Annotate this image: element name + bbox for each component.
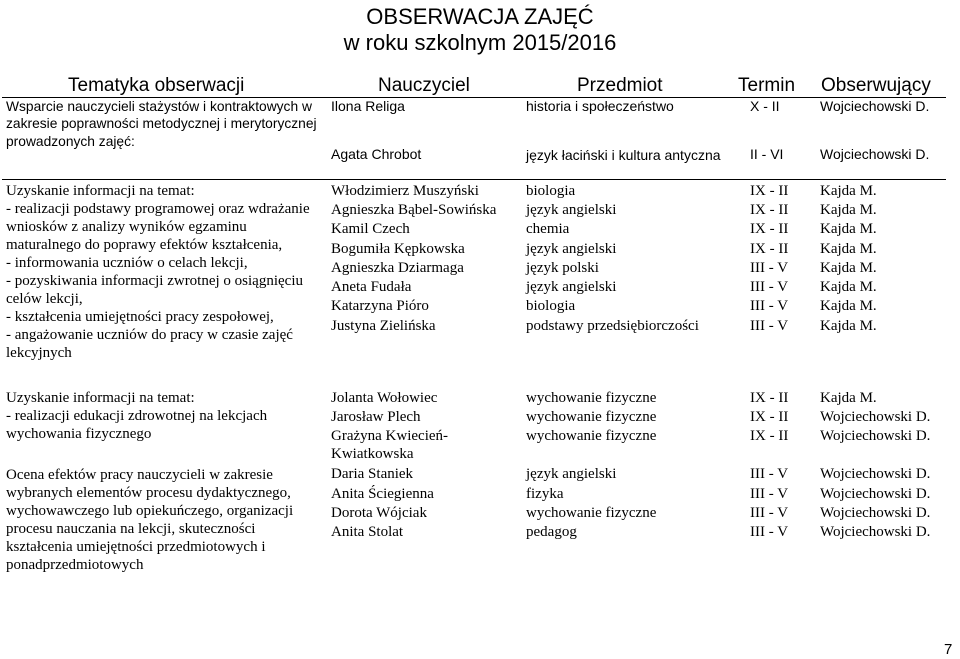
subject-name: wychowanie fizyczne <box>526 409 657 425</box>
teacher-name: Daria Staniek <box>331 466 414 482</box>
teacher-name: Dorota Wójciak <box>331 505 427 521</box>
term: IX - II <box>750 390 789 406</box>
observer-name: Wojciechowski D. <box>820 466 931 482</box>
term: IX - II <box>750 409 789 425</box>
subject-name: język angielski <box>526 241 617 257</box>
term: II - VI <box>750 146 784 162</box>
term: III - V <box>750 318 789 334</box>
term: IX - II <box>750 428 789 444</box>
term: IX - II <box>750 241 789 257</box>
subject-name: język angielski <box>526 466 617 482</box>
teacher-name: Agata Chrobot <box>331 146 422 162</box>
term: III - V <box>750 466 789 482</box>
header-topic: Tematyka obserwacji <box>68 75 245 96</box>
subject-name: wychowanie fizyczne <box>526 390 657 406</box>
observer-name: Wojciechowski D. <box>820 146 930 162</box>
teacher-name: Grażyna Kwiecień-Kwiatkowska <box>331 428 449 462</box>
group-divider <box>2 179 946 180</box>
teacher-name: Agnieszka Dziarmaga <box>331 260 464 276</box>
teacher-name: Włodzimierz Muszyński <box>331 183 479 199</box>
teacher-name: Ilona Religa <box>331 98 405 114</box>
teacher-name: Agnieszka Bąbel-Sowińska <box>331 202 497 218</box>
subject-name: język angielski <box>526 202 617 218</box>
teacher-name: Anita Stolat <box>331 524 404 540</box>
topic-group-2 <box>6 182 318 362</box>
subject-name: wychowanie fizyczne <box>526 505 657 521</box>
topic-text: Uzyskanie informacji na temat: - realizacji podstawy programowej oraz wdrażanie wniosków z analizy wyników egzaminu maturalnego do poprawy efektów kształcenia, - informowania uczniów o celach lekcji, - pozyskiwania informacji zwrotnej o osiągnięciu celów lekcji, - kształcenia umiejętności pracy zespołowej, - angażowanie uczniów do pracy w czasie zajęć lekcyjnych <box>6 183 310 361</box>
observer-name: Kajda M. <box>820 298 877 314</box>
teacher-name: Jolanta Wołowiec <box>331 390 438 406</box>
term: III - V <box>750 486 789 502</box>
observer-name: Kajda M. <box>820 279 877 295</box>
observer-name: Kajda M. <box>820 221 877 237</box>
subject-name: język łaciński i kultura antyczna <box>526 147 721 163</box>
term: III - V <box>750 279 789 295</box>
observer-name: Kajda M. <box>820 241 877 257</box>
observer-name: Kajda M. <box>820 318 877 334</box>
term: X - II <box>750 98 780 114</box>
subject-name: wychowanie fizyczne <box>526 428 657 444</box>
observer-name: Kajda M. <box>820 260 877 276</box>
term: III - V <box>750 505 789 521</box>
observer-name: Kajda M. <box>820 390 877 406</box>
observer-name: Kajda M. <box>820 183 877 199</box>
term: IX - II <box>750 183 789 199</box>
header-subject: Przedmiot <box>577 75 663 96</box>
term: IX - II <box>750 202 789 218</box>
term: IX - II <box>750 221 789 237</box>
header-teacher: Nauczyciel <box>378 75 470 96</box>
page-number: 7 <box>944 641 953 658</box>
document-title: OBSERWACJA ZAJĘĆ <box>366 4 594 29</box>
subject-name: fizyka <box>526 486 564 502</box>
observer-name: Wojciechowski D. <box>820 505 931 521</box>
document-subtitle: w roku szkolnym 2015/2016 <box>343 30 617 55</box>
teacher-name: Bogumiła Kępkowska <box>331 241 465 257</box>
subject-name: historia i społeczeństwo <box>526 98 674 114</box>
topic-text: Ocena efektów pracy nauczycieli w zakresie wybranych elementów procesu dydaktycznego, wychowawczego lub opiekuńczego, organizacji procesu nauczania na lekcji, skuteczności kształcenia umiejętności przedmiotowych i ponadprzedmiotowych <box>6 467 294 573</box>
topic-text: Uzyskanie informacji na temat: - realizacji edukacji zdrowotnej na lekcjach wychowania fizycznego <box>6 390 268 442</box>
subject-name: chemia <box>526 221 570 237</box>
header-term: Termin <box>738 75 796 96</box>
teacher-name: Katarzyna Pióro <box>331 298 429 314</box>
observer-name: Wojciechowski D. <box>820 98 930 114</box>
observer-name: Wojciechowski D. <box>820 428 931 444</box>
topic-group-1 <box>6 98 318 150</box>
subject-name: biologia <box>526 183 576 199</box>
subject-name: pedagog <box>526 524 577 540</box>
teacher-name: Aneta Fudała <box>331 279 412 295</box>
observer-name: Wojciechowski D. <box>820 486 931 502</box>
teacher-name: Jarosław Plech <box>331 409 421 425</box>
header-observer: Obserwujący <box>821 75 931 96</box>
subject-name: język angielski <box>526 279 617 295</box>
observer-name: Wojciechowski D. <box>820 524 931 540</box>
topic-group-4 <box>6 466 318 574</box>
subject-name: podstawy przedsiębiorczości <box>526 318 699 334</box>
subject-name: biologia <box>526 298 576 314</box>
term: III - V <box>750 524 789 540</box>
term: III - V <box>750 260 789 276</box>
teacher-name: Justyna Zielińska <box>331 318 436 334</box>
topic-group-3 <box>6 389 318 443</box>
observer-name: Kajda M. <box>820 202 877 218</box>
topic-text: Wsparcie nauczycieli stażystów i kontraktowych w zakresie poprawności metodycznej i merytorycznej prowadzonych zajęć: <box>6 99 317 149</box>
teacher-name: Kamil Czech <box>331 221 410 237</box>
subject-name: język polski <box>526 260 599 276</box>
term: III - V <box>750 298 789 314</box>
observer-name: Wojciechowski D. <box>820 409 931 425</box>
teacher-name: Anita Ściegienna <box>331 486 434 502</box>
